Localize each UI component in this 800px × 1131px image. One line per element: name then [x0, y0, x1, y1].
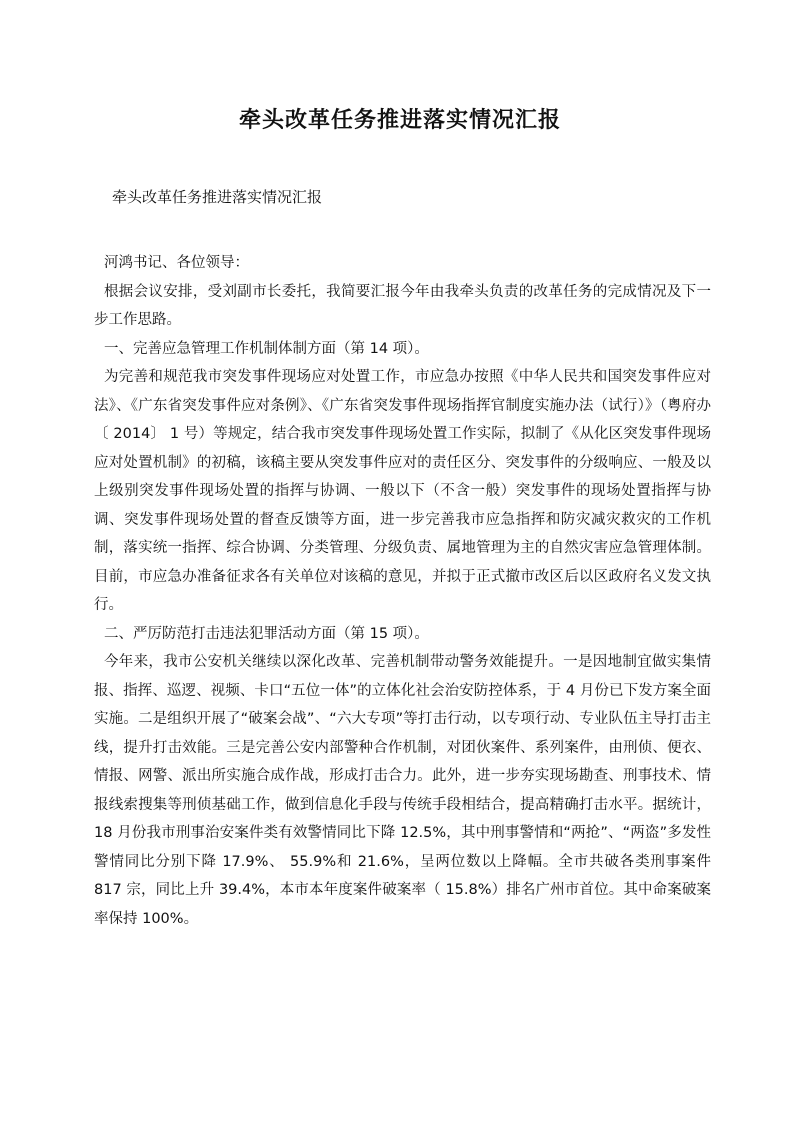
document-title: 牵头改革任务推进落实情况汇报 [238, 108, 561, 133]
section-heading: 二、严厉防范打击违法犯罪活动方面（第 15 项）。 [104, 625, 429, 642]
salutation: 河鸿书记、各位领导： [104, 255, 249, 271]
document-body [94, 249, 711, 933]
section-heading: 一、完善应急管理工作机制体制方面（第 14 项）。 [104, 340, 429, 357]
document-subtitle: 牵头改革任务推进落实情况汇报 [112, 188, 323, 206]
body-paragraph: 根据会议安排，受刘副市长委托，我简要汇报今年由我牵头负责的改革任务的完成情况及下一步工作思路。 [94, 283, 711, 328]
body-paragraph: 为完善和规范我市突发事件现场应对处置工作，市应急办按照《中华人民共和国突发事件应对法》、《广东省突发事件应对条例》、《广东省突发事件现场指挥官制度实施办法（试行）》（粤府办〔 2014〕 1 号）等规定，结合我市突发事件现场处置工作实际，拟制了《从化区突发事件现场应对处置机制》的初稿，该稿主要从突发事件应对的责任区分、突发事件的分级响应、一般及以上级别突发事件现场处置的指挥与协调、一般以下（不含一般）突发事件的现场处置指挥与协调、突发事件现场处置的督查反馈等方面，进一步完善我市应急指挥和防灾减灾救灾的工作机制，落实统一指挥、综合协调、分类管理、分级负责、属地管理为主的自然灾害应急管理体制。目前，市应急办准备征求各有关单位对该稿的意见，并拟于正式撤市改区后以区政府名义发文执行。 [94, 369, 711, 613]
body-paragraph: 今年来，我市公安机关继续以深化改革、完善机制带动警务效能提升。一是因地制宜做实集情报、指挥、巡逻、视频、卡口“五位一体”的立体化社会治安防控体系，于 4 月份已下发方案全面实施。二是组织开展了“破案会战”、“六大专项”等打击行动，以专项行动、专业队伍主导打击主线，提升打击效能。三是完善公安内部警种合作机制，对团伙案件、系列案件，由刑侦、便衣、情报、网警、派出所实施合成作战，形成打击合力。此外，进一步夯实现场勘查、刑事技术、情报线索搜集等刑侦基础工作，做到信息化手段与传统手段相结合，提高精确打击水平。据统计， 18 月份我市刑事治安案件类有效警情同比下降 12.5%，其中刑事警情和“两抢”、“两盗”多发性警情同比分别下降 17.9%、 55.9%和 21.6%，呈两位数以上降幅。全市共破各类刑事案件 817 宗，同比上升 39.4%，本市本年度案件破案率（ 15.8%）排名广州市首位。其中命案破案率保持 100%。 [94, 654, 711, 927]
